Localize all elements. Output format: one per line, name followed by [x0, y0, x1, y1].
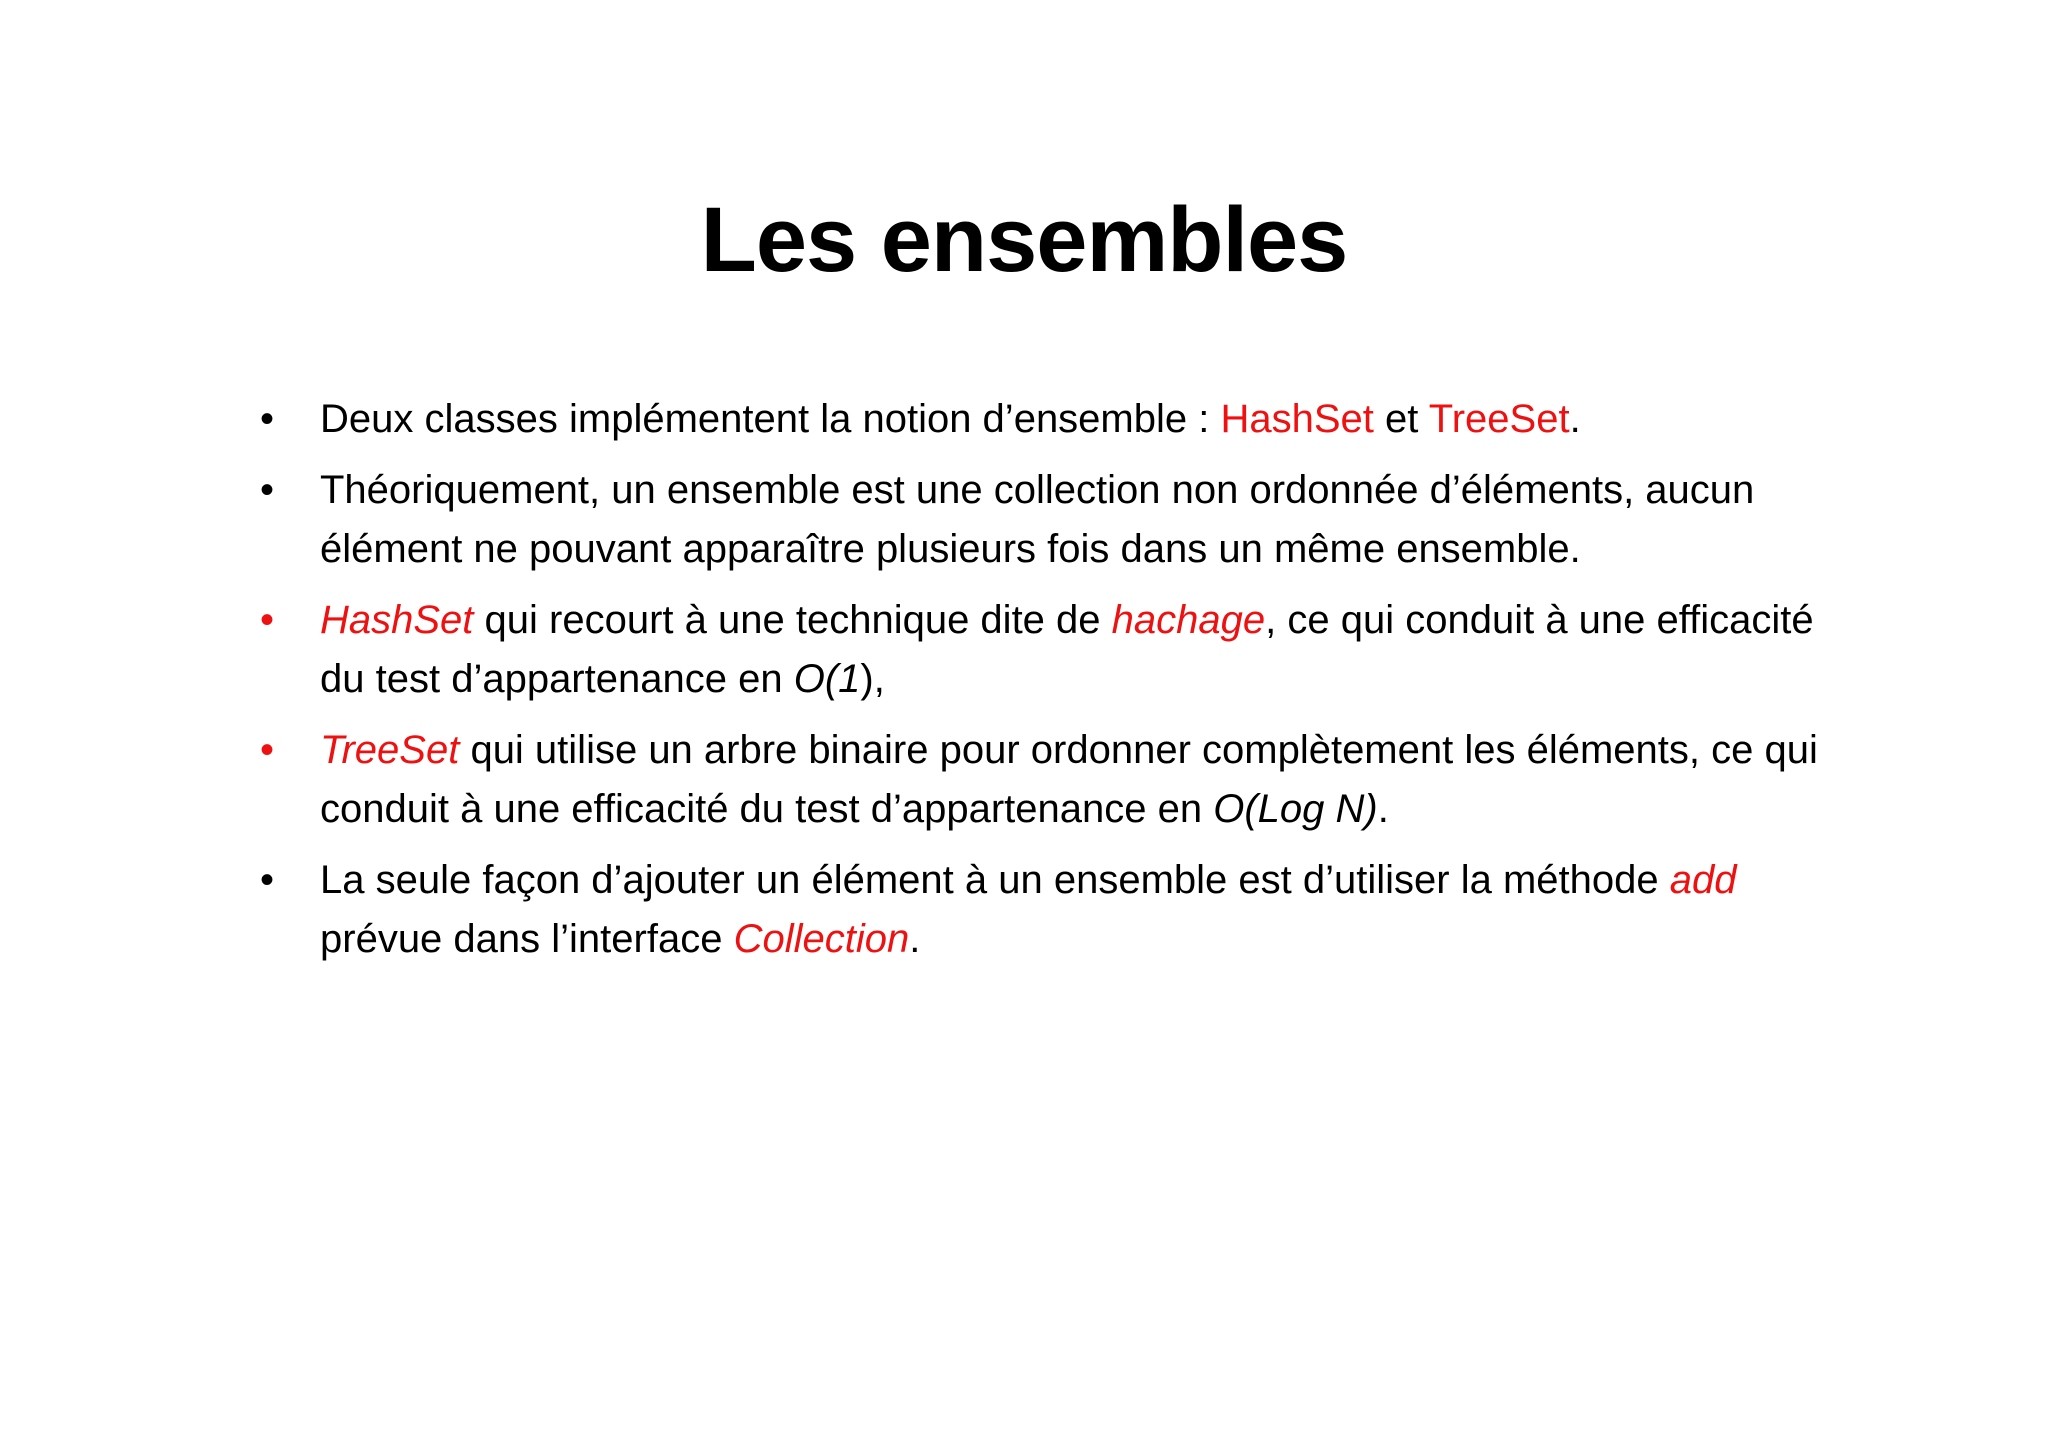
bullet-text: .	[1377, 787, 1389, 831]
slide-title: Les ensembles	[700, 189, 1348, 291]
complexity-term: O(1	[793, 657, 861, 701]
bullet-text: qui recourt à une technique dite de	[473, 598, 1112, 642]
collection-term: Collection	[733, 917, 910, 961]
bullet-item-2	[259, 461, 1820, 579]
bullet-list	[259, 390, 1820, 981]
bullet-text: prévue dans l’interface	[320, 917, 734, 961]
bullet-text: et	[1373, 397, 1429, 441]
bullet-marker: •	[259, 858, 274, 902]
bullet-text: Théoriquement, un ensemble est une collection non ordonnée d’éléments, aucun élément ne pouvant apparaître plusieurs fois dans un même ensemble.	[320, 468, 1755, 571]
complexity-term: O(Log N)	[1213, 787, 1378, 831]
bullet-text: .	[1569, 397, 1581, 441]
hachage-term: hachage	[1111, 598, 1266, 642]
bullet-marker: •	[259, 397, 274, 441]
bullet-text: ),	[860, 657, 885, 701]
bullet-marker: •	[259, 598, 274, 642]
bullet-item-4	[259, 721, 1820, 839]
hashset-term: HashSet	[320, 598, 474, 642]
bullet-text: Deux classes implémentent la notion d’ensemble :	[320, 397, 1221, 441]
treeset-term: TreeSet	[320, 728, 460, 772]
bullet-item-1	[259, 390, 1820, 449]
bullet-marker: •	[259, 468, 274, 512]
bullet-text: La seule façon d’ajouter un élément à un ensemble est d’utiliser la méthode	[320, 858, 1670, 902]
hashset-term: HashSet	[1220, 397, 1374, 441]
bullet-item-5	[259, 851, 1820, 969]
bullet-text: .	[909, 917, 921, 961]
bullet-text: , ce qui conduit à une efficacité du test d’appartenance en	[320, 598, 1814, 701]
add-term: add	[1669, 858, 1737, 902]
bullet-marker: •	[259, 728, 274, 772]
treeset-term: TreeSet	[1428, 397, 1570, 441]
bullet-item-3	[259, 591, 1820, 709]
bullet-text: qui utilise un arbre binaire pour ordonner complètement les éléments, ce qui conduit à une efficacité du test d’appartenance en	[320, 728, 1818, 831]
